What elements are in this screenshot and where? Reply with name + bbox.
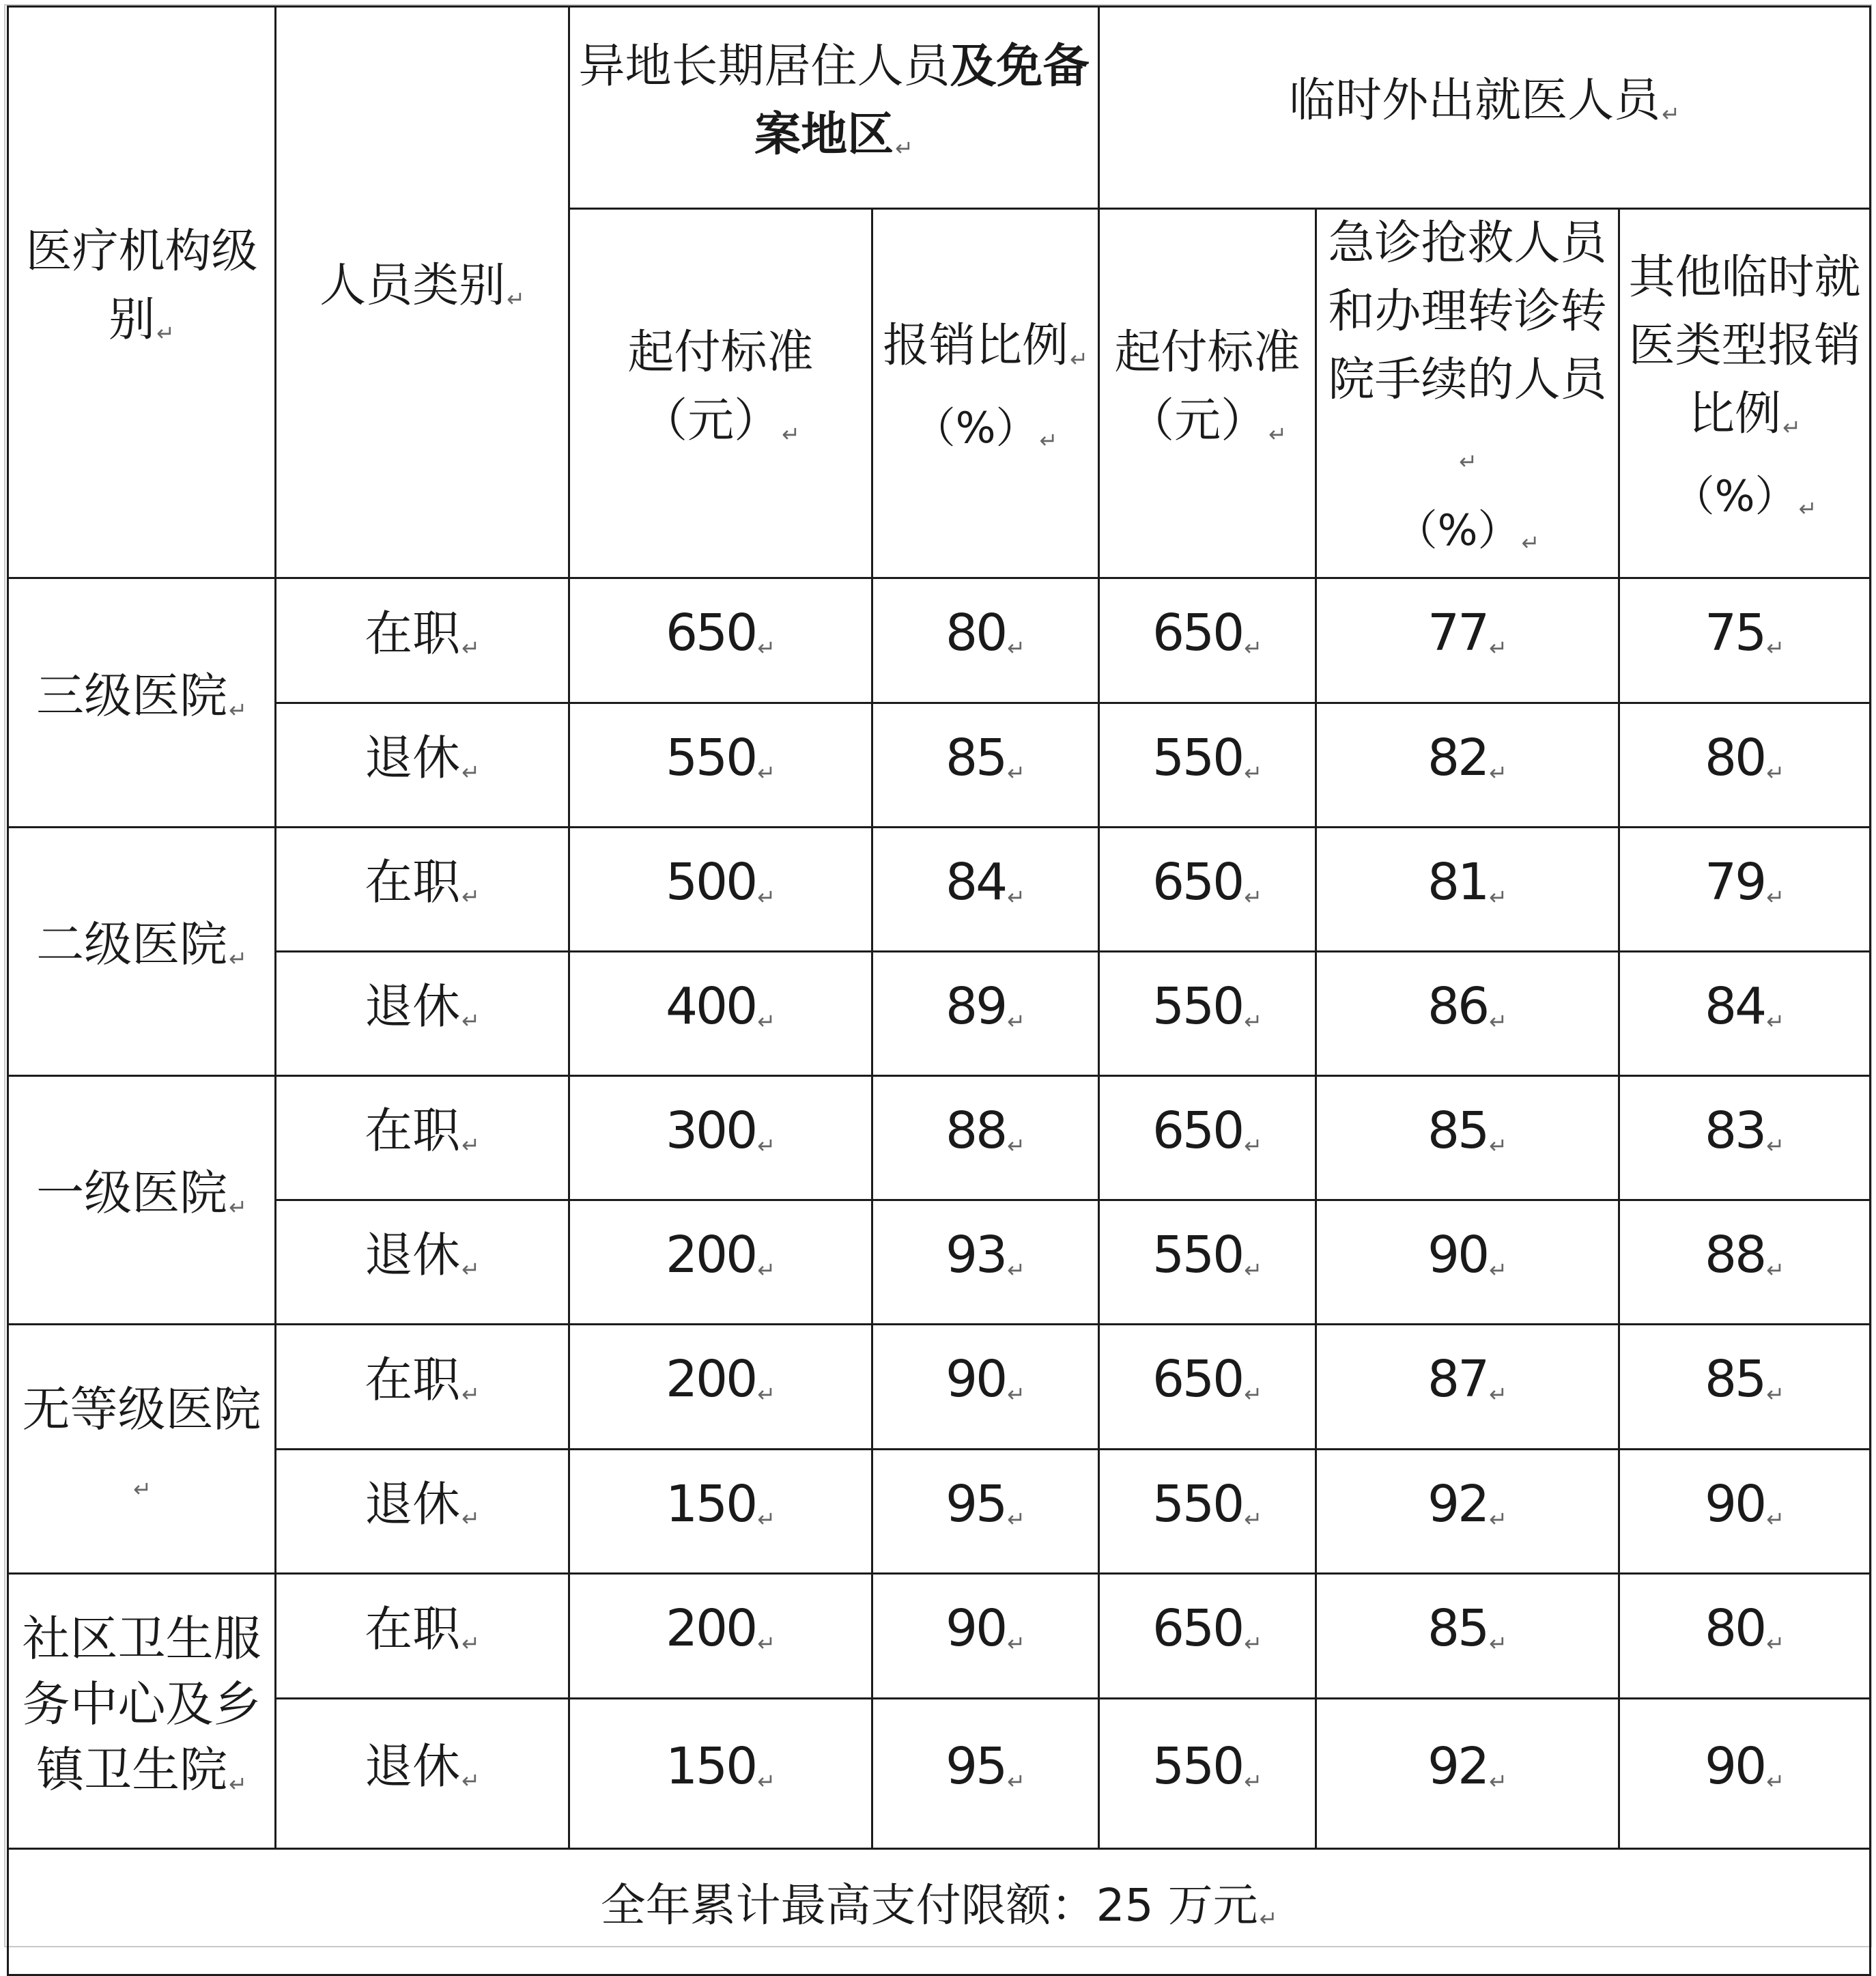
- tmp-deductible-cell: 550↵: [1099, 1200, 1316, 1325]
- paragraph-mark-icon: ↵: [1007, 1631, 1025, 1656]
- tmp-emergency-cell: 82↵: [1316, 703, 1619, 828]
- paragraph-mark-icon: ↵: [1007, 1132, 1025, 1159]
- tmp-emergency-cell: 85↵: [1316, 1076, 1619, 1200]
- paragraph-mark-icon: ↵: [461, 759, 480, 785]
- tmp-other-cell: 90↵: [1619, 1699, 1871, 1849]
- paragraph-mark-icon: ↵: [461, 1630, 480, 1656]
- lt-rate-cell: 95↵: [872, 1699, 1099, 1849]
- annual-cap-cell: 全年累计最高支付限额：25 万元↵: [8, 1849, 1871, 1975]
- paragraph-mark-icon: ↵: [1798, 496, 1817, 522]
- level-cell: 社区卫生服务中心及乡镇卫生院↵: [8, 1574, 276, 1849]
- paragraph-mark-icon: ↵: [461, 634, 480, 661]
- header-tmp-other-rate: 其他临时就医类型报销比例↵ （%）↵: [1619, 209, 1871, 578]
- level-cell: 三级医院↵: [8, 578, 276, 828]
- header-lt-deductible: 起付标准（元）↵: [569, 209, 872, 578]
- reimbursement-table: [7, 5, 1871, 1976]
- paragraph-mark-icon: ↵: [461, 1132, 480, 1158]
- paragraph-mark-icon: ↵: [461, 884, 480, 909]
- type-cell: 在职↵: [276, 1574, 569, 1699]
- paragraph-mark-icon: ↵: [1489, 884, 1507, 910]
- paragraph-mark-icon: ↵: [1489, 1132, 1507, 1159]
- paragraph-mark-icon: ↵: [757, 1132, 776, 1159]
- paragraph-mark-icon: ↵: [1007, 1381, 1025, 1407]
- paragraph-mark-icon: ↵: [1007, 1506, 1025, 1532]
- lt-rate-cell: 90↵: [872, 1574, 1099, 1699]
- tmp-emergency-cell: 81↵: [1316, 828, 1619, 952]
- paragraph-mark-icon: ↵: [1007, 1008, 1025, 1034]
- paragraph-mark-icon: ↵: [757, 759, 776, 786]
- paragraph-mark-icon: ↵: [507, 285, 525, 312]
- paragraph-mark-icon: ↵: [461, 1008, 480, 1034]
- paragraph-mark-icon: ↵: [1766, 1506, 1785, 1532]
- paragraph-mark-icon: ↵: [1766, 1132, 1785, 1159]
- paragraph-mark-icon: ↵: [1489, 635, 1507, 661]
- paragraph-mark-icon: ↵: [757, 1008, 776, 1034]
- level-cell: 无等级医院↵: [8, 1325, 276, 1574]
- tmp-other-cell: 84↵: [1619, 952, 1871, 1076]
- type-cell: 退休↵: [276, 1200, 569, 1325]
- header-tmp-emergency-rate: 急诊抢救人员和办理转诊转院手续的人员↵ （%）↵: [1316, 209, 1619, 578]
- paragraph-mark-icon: ↵: [1766, 1008, 1785, 1034]
- paragraph-mark-icon: ↵: [757, 635, 776, 661]
- tmp-deductible-cell: 550↵: [1099, 1450, 1316, 1574]
- paragraph-mark-icon: ↵: [1244, 1132, 1263, 1159]
- paragraph-mark-icon: ↵: [1007, 884, 1025, 910]
- paragraph-mark-icon: ↵: [1489, 759, 1507, 786]
- type-cell: 退休↵: [276, 1450, 569, 1574]
- paragraph-mark-icon: ↵: [1039, 427, 1058, 453]
- lt-rate-cell: 95↵: [872, 1450, 1099, 1574]
- paragraph-mark-icon: ↵: [1766, 759, 1785, 786]
- tmp-deductible-cell: 650↵: [1099, 828, 1316, 952]
- tmp-other-cell: 90↵: [1619, 1450, 1871, 1574]
- paragraph-mark-icon: ↵: [782, 421, 800, 447]
- header-institution-level: 医疗机构级别↵: [8, 7, 276, 578]
- tmp-deductible-cell: 650↵: [1099, 1076, 1316, 1200]
- header-person-type: 人员类别↵: [276, 7, 569, 578]
- type-cell: 退休↵: [276, 703, 569, 828]
- tmp-other-cell: 75↵: [1619, 578, 1871, 703]
- tmp-emergency-cell: 92↵: [1316, 1699, 1619, 1849]
- table-row: [8, 828, 1871, 952]
- paragraph-mark-icon: ↵: [1244, 884, 1263, 910]
- paragraph-mark-icon: ↵: [1268, 421, 1287, 447]
- paragraph-mark-icon: ↵: [1244, 1256, 1263, 1283]
- paragraph-mark-icon: ↵: [1070, 346, 1088, 372]
- header-group-temporary: 临时外出就医人员↵: [1099, 7, 1871, 209]
- paragraph-mark-icon: ↵: [1259, 1905, 1278, 1932]
- paragraph-mark-icon: ↵: [1766, 635, 1785, 661]
- paragraph-mark-icon: ↵: [156, 320, 175, 346]
- paragraph-mark-icon: ↵: [1489, 1256, 1507, 1283]
- tmp-emergency-cell: 86↵: [1316, 952, 1619, 1076]
- type-cell: 在职↵: [276, 828, 569, 952]
- tmp-other-cell: 80↵: [1619, 703, 1871, 828]
- tmp-deductible-cell: 650↵: [1099, 1574, 1316, 1699]
- header-group-long-term: 异地长期居住人员及免备案地区↵: [569, 7, 1099, 209]
- paragraph-mark-icon: ↵: [1489, 1631, 1507, 1656]
- lt-rate-cell: 89↵: [872, 952, 1099, 1076]
- paragraph-mark-icon: ↵: [1521, 530, 1540, 556]
- paragraph-mark-icon: ↵: [757, 1381, 776, 1407]
- lt-deductible-cell: 150↵: [569, 1450, 872, 1574]
- type-cell: 在职↵: [276, 1325, 569, 1450]
- tmp-deductible-cell: 550↵: [1099, 703, 1316, 828]
- lt-deductible-cell: 200↵: [569, 1325, 872, 1450]
- paragraph-mark-icon: ↵: [1766, 884, 1785, 910]
- type-cell: 在职↵: [276, 1076, 569, 1200]
- tmp-other-cell: 79↵: [1619, 828, 1871, 952]
- paragraph-mark-icon: ↵: [1766, 1381, 1785, 1407]
- tmp-deductible-cell: 650↵: [1099, 578, 1316, 703]
- lt-deductible-cell: 550↵: [569, 703, 872, 828]
- paragraph-mark-icon: ↵: [757, 1768, 776, 1794]
- tmp-emergency-cell: 85↵: [1316, 1574, 1619, 1699]
- tmp-other-cell: 83↵: [1619, 1076, 1871, 1200]
- tmp-emergency-cell: 92↵: [1316, 1450, 1619, 1574]
- paragraph-mark-icon: ↵: [1244, 1506, 1263, 1532]
- paragraph-mark-icon: ↵: [1489, 1506, 1507, 1532]
- table-row: [8, 578, 1871, 703]
- paragraph-mark-icon: ↵: [895, 135, 913, 161]
- table-footer-row: [8, 1849, 1871, 1975]
- lt-rate-cell: 93↵: [872, 1200, 1099, 1325]
- table-row: [8, 1450, 1871, 1574]
- table-row: [8, 1325, 1871, 1450]
- paragraph-mark-icon: ↵: [1489, 1008, 1507, 1034]
- paragraph-mark-icon: ↵: [229, 1194, 247, 1220]
- paragraph-mark-icon: ↵: [1007, 1768, 1025, 1794]
- tmp-other-cell: 85↵: [1619, 1325, 1871, 1450]
- paragraph-mark-icon: ↵: [1244, 635, 1263, 661]
- tmp-emergency-cell: 90↵: [1316, 1200, 1619, 1325]
- lt-deductible-cell: 150↵: [569, 1699, 872, 1849]
- table-row: [8, 1200, 1871, 1325]
- tmp-deductible-cell: 650↵: [1099, 1325, 1316, 1450]
- table-row: [8, 952, 1871, 1076]
- table-row: [8, 703, 1871, 828]
- paragraph-mark-icon: ↵: [1459, 449, 1477, 475]
- header-tmp-deductible: 起付标准（元）↵: [1099, 209, 1316, 578]
- lt-deductible-cell: 300↵: [569, 1076, 872, 1200]
- lt-rate-cell: 80↵: [872, 578, 1099, 703]
- paragraph-mark-icon: ↵: [1244, 1381, 1263, 1407]
- type-cell: 在职↵: [276, 578, 569, 703]
- tmp-other-cell: 80↵: [1619, 1574, 1871, 1699]
- type-cell: 退休↵: [276, 952, 569, 1076]
- lt-deductible-cell: 200↵: [569, 1574, 872, 1699]
- lt-rate-cell: 84↵: [872, 828, 1099, 952]
- tmp-emergency-cell: 87↵: [1316, 1325, 1619, 1450]
- level-cell: 一级医院↵: [8, 1076, 276, 1325]
- paragraph-mark-icon: ↵: [1244, 1631, 1263, 1656]
- paragraph-mark-icon: ↵: [1489, 1381, 1507, 1407]
- lt-deductible-cell: 500↵: [569, 828, 872, 952]
- lt-deductible-cell: 200↵: [569, 1200, 872, 1325]
- paragraph-mark-icon: ↵: [1766, 1768, 1785, 1794]
- paragraph-mark-icon: ↵: [1766, 1631, 1785, 1656]
- tmp-deductible-cell: 550↵: [1099, 952, 1316, 1076]
- paragraph-mark-icon: ↵: [1244, 1768, 1263, 1794]
- paragraph-mark-icon: ↵: [1489, 1768, 1507, 1794]
- paragraph-mark-icon: ↵: [229, 946, 247, 972]
- lt-rate-cell: 88↵: [872, 1076, 1099, 1200]
- level-cell: 二级医院↵: [8, 828, 276, 1076]
- paragraph-mark-icon: ↵: [1662, 101, 1680, 127]
- lt-deductible-cell: 650↵: [569, 578, 872, 703]
- tmp-other-cell: 88↵: [1619, 1200, 1871, 1325]
- paragraph-mark-icon: ↵: [757, 884, 776, 910]
- paragraph-mark-icon: ↵: [1007, 759, 1025, 786]
- header-lt-rate: 报销比例↵ （%）↵: [872, 209, 1099, 578]
- paragraph-mark-icon: ↵: [1007, 635, 1025, 661]
- paragraph-mark-icon: ↵: [757, 1256, 776, 1283]
- paragraph-mark-icon: ↵: [1782, 414, 1801, 440]
- lt-rate-cell: 90↵: [872, 1325, 1099, 1450]
- paragraph-mark-icon: ↵: [133, 1476, 152, 1502]
- paragraph-mark-icon: ↵: [757, 1506, 776, 1532]
- tmp-emergency-cell: 77↵: [1316, 578, 1619, 703]
- paragraph-mark-icon: ↵: [461, 1768, 480, 1794]
- paragraph-mark-icon: ↵: [461, 1381, 480, 1407]
- paragraph-mark-icon: ↵: [757, 1631, 776, 1656]
- lt-deductible-cell: 400↵: [569, 952, 872, 1076]
- table-row: [8, 1574, 1871, 1699]
- paragraph-mark-icon: ↵: [229, 696, 247, 723]
- paragraph-mark-icon: ↵: [1244, 759, 1263, 786]
- paragraph-mark-icon: ↵: [1766, 1256, 1785, 1283]
- type-cell: 退休↵: [276, 1699, 569, 1849]
- paragraph-mark-icon: ↵: [461, 1506, 480, 1532]
- table-row: [8, 1699, 1871, 1849]
- paragraph-mark-icon: ↵: [229, 1770, 247, 1797]
- paragraph-mark-icon: ↵: [1007, 1256, 1025, 1283]
- lt-rate-cell: 85↵: [872, 703, 1099, 828]
- tmp-deductible-cell: 550↵: [1099, 1699, 1316, 1849]
- paragraph-mark-icon: ↵: [461, 1256, 480, 1282]
- paragraph-mark-icon: ↵: [1244, 1008, 1263, 1034]
- table-row: [8, 1076, 1871, 1200]
